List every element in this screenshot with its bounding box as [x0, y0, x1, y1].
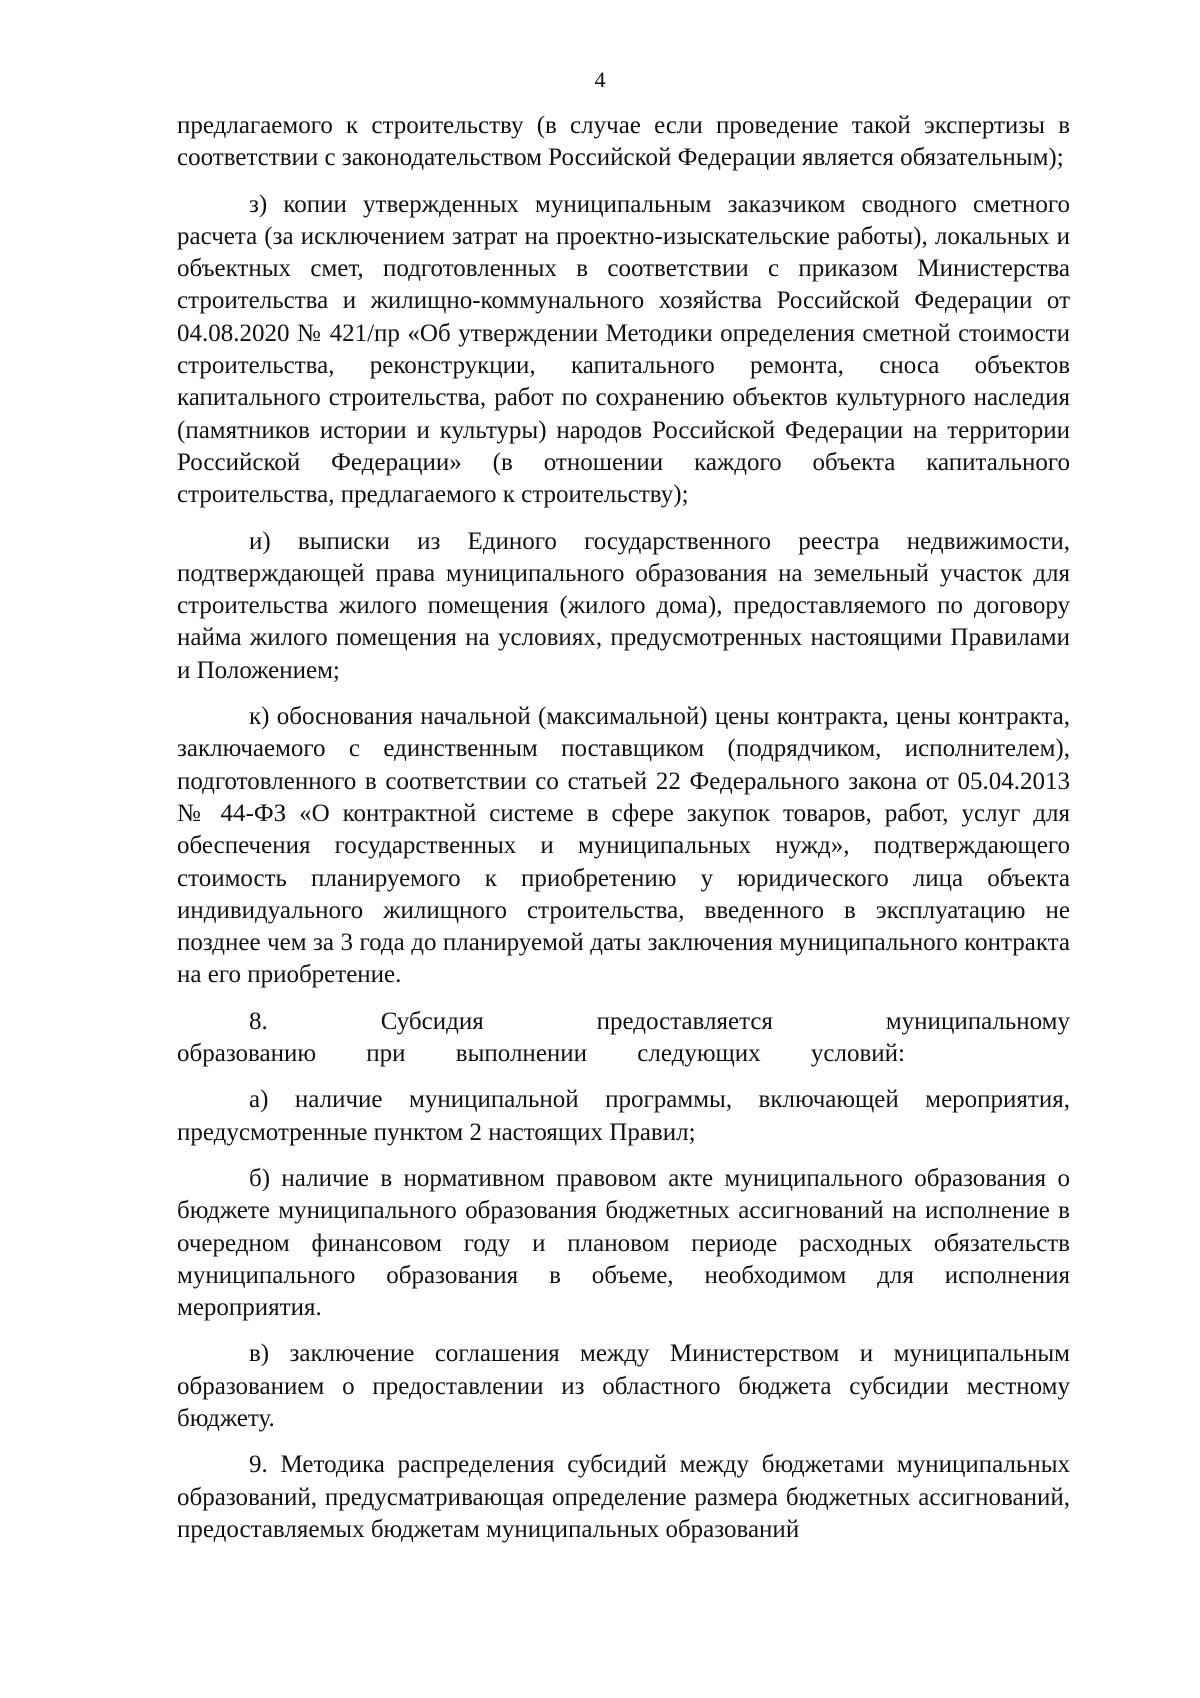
paragraph-clause-9: 9. Методика распределения субсидий между бюджетами муниципальных образований, предусматривающая определение размера бюджетных ассигнований, предоставляемых бюджетам муниципальных образований	[177, 1451, 1070, 1543]
paragraph-item-z: з) копии утвержденных муниципальным заказчиком сводного сметного расчета (за исключением затрат на проектно-изыскательские работы), локальных и объектных смет, подготовленных в соответствии с приказом Министерства строительства и жилищно-коммунального хозяйства Российской Федерации от 04.08.2020 № 421/пр «Об утверждении Методики определения сметной стоимости строительства, реконструкции, капитального ремонта, сноса объектов капитального строительства, работ по сохранению объектов культурного наследия (памятников истории и культуры) народов Российской Федерации на территории Российской Федерации» (в отношении каждого объекта капитального строительства, предлагаемого к строительству);	[177, 190, 1070, 509]
paragraph-item-i: и) выписки из Единого государственного реестра недвижимости, подтверждающей права муниципального образования на земельный участок для строительства жилого помещения (жилого дома), предоставляемого по договору найма жилого помещения на условиях, предусмотренных настоящими Правилами и Положением;	[177, 527, 1070, 684]
paragraph-continuation: предлагаемого к строительству (в случае если проведение такой экспертизы в соответствии с законодательством Российской Федерации является обязательным);	[177, 112, 1070, 172]
document-body	[177, 110, 1070, 1546]
paragraph-item-k: к) обоснования начальной (максимальной) цены контракта, цены контракта, заключаемого с единственным поставщиком (подрядчиком, исполнителем), подготовленного в соответствии со статьей 22 Федерального закона от 05.04.2013 № 44-ФЗ «О контрактной системе в сфере закупок товаров, работ, услуг для обеспечения государственных и муниципальных нужд», подтверждающего стоимость планируемого к приобретению у юридического лица объекта индивидуального жилищного строительства, введенного в эксплуатацию не позднее чем за 3 года до планируемой даты заключения муниципального контракта на его приобретение.	[177, 703, 1070, 989]
paragraph-item-b: б) наличие в нормативном правовом акте муниципального образования о бюджете муниципального образования бюджетных ассигнований на исполнение в очередном финансовом году и плановом периоде расходных обязательств муниципального образования в объеме, необходимом для исполнения мероприятия.	[177, 1164, 1070, 1322]
paragraph-clause-8: 8. Субсидия предоставляется муниципальному образованию при выполнении следующих условий:	[177, 1007, 1070, 1068]
paragraph-item-v: в) заключение соглашения между Министерством и муниципальным образованием о предоставлении из областного бюджета субсидии местному бюджету.	[177, 1340, 1070, 1432]
paragraph-item-a: а) наличие муниципальной программы, включающей мероприятия, предусмотренные пунктом 2 настоящих Правил;	[177, 1086, 1070, 1146]
page-number: 4	[594, 67, 606, 92]
